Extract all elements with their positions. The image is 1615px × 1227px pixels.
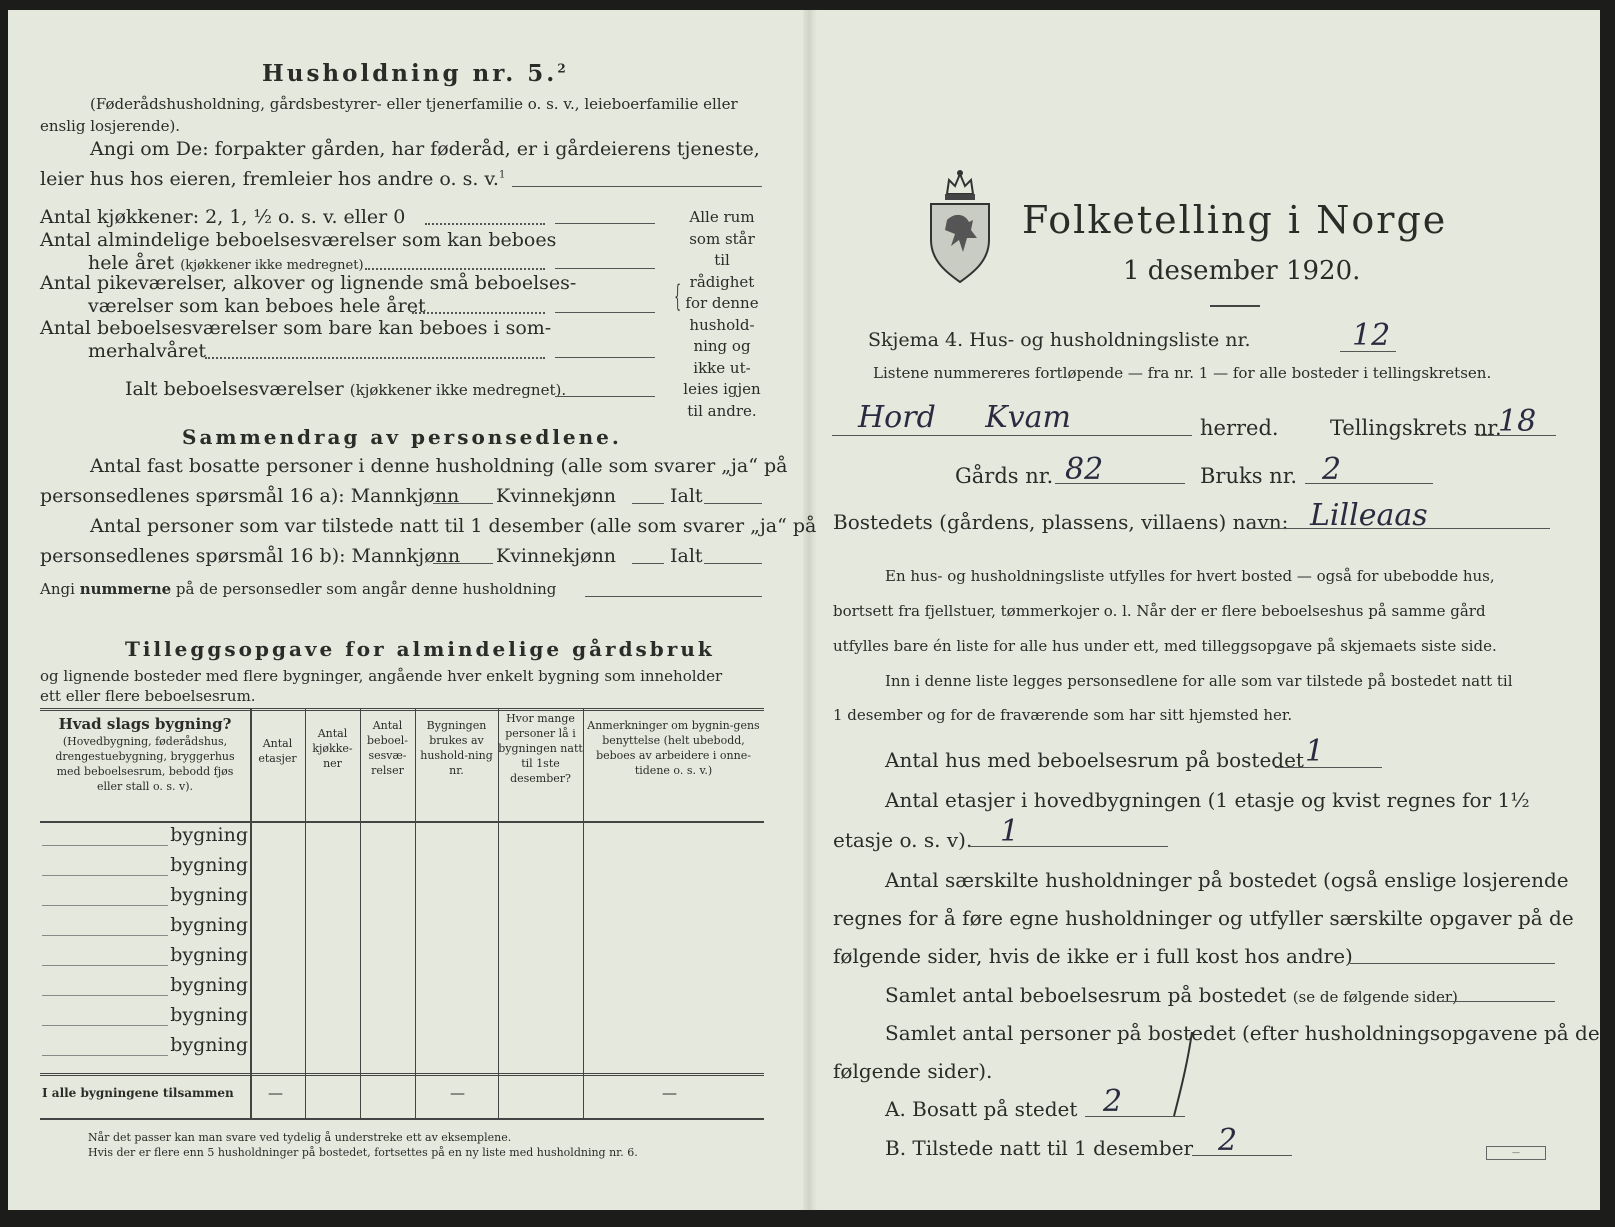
ialt-small: (kjøkkener ikke medregnet). [349,381,567,399]
table-row[interactable] [40,1004,248,1026]
skjema-nr-value[interactable]: 12 [1352,318,1391,353]
tilst-kvinne-line[interactable] [632,563,664,564]
table-bottom-rule [40,1118,764,1120]
household-title-text: Husholdning nr. 5. [262,60,558,87]
col-type-title: Hvad slags bygning? [58,715,232,733]
gards-label: Gårds nr. [955,464,1054,488]
fast-kvinne-line[interactable] [632,503,664,504]
nummerne-pre: Angi [40,580,75,598]
household-note-2: enslig losjerende). [40,117,181,135]
gards-value[interactable]: 82 [1065,452,1104,487]
tillegg-line-2: ett eller flere beboelsesrum. [40,687,256,705]
sommer-answer-line[interactable] [555,357,655,358]
form-date: 1 desember 1920. [1123,256,1361,286]
gards-line[interactable] [1055,483,1185,484]
alm-line-1: Antal almindelige beboelsesværelser som kan beboes [40,229,557,251]
pen-stroke-icon [1160,1030,1200,1120]
footnote-1: Når det passer kan man svare ved tydelig å understreke ett av eksemplene. [88,1131,512,1144]
side-note-line: hushold- [689,315,755,334]
pike-dots [412,312,545,314]
table-row[interactable] [40,854,248,876]
angi-line-2 [40,168,505,190]
nummerne-answer-line[interactable] [585,596,762,597]
herred-label: herred. [1200,416,1279,440]
etasjer-line-1: Antal etasjer i hovedbygningen (1 etasje og kvist regnes for 1½ [885,788,1530,812]
alm-line-2-text: hele året [88,252,175,274]
tilst-ialt-line[interactable] [704,563,762,564]
sommer-line-1: Antal beboelsesværelser som bare kan beboes i som- [40,317,552,339]
bostedets-value[interactable]: Lilleaas [1310,498,1428,533]
kjokken-dots [425,223,545,225]
total-dash: — [450,1084,465,1102]
etasjer-value[interactable]: 1 [1000,814,1020,849]
bosatt-label: A. Bosatt på stedet [885,1097,1078,1121]
kjokken-label: Antal kjøkkener: 2, 1, ½ o. s. v. eller 0 [40,206,406,228]
alm-dots [365,268,545,270]
row-label: bygning [170,944,248,966]
row-fill-line[interactable] [42,1025,168,1026]
row-fill-line[interactable] [42,935,168,936]
pike-answer-line[interactable] [555,312,655,313]
fast-ialt-label: Ialt [670,485,703,507]
col-etasjer-header: Antal etasjer [258,737,297,765]
row-fill-line[interactable] [42,875,168,876]
ialt-answer-line[interactable] [555,396,655,397]
saerskilte-line[interactable] [1350,963,1555,964]
para-4: Inn i denne liste legges personsedlene for alle som var tilstede på bostedet natt til [885,672,1513,690]
tilst-kvinne-label: Kvinnekjønn [496,545,617,567]
table-col-rule [250,708,252,1120]
row-label: bygning [170,824,248,846]
table-row[interactable] [40,974,248,996]
printer-stamp-text: — [1512,1148,1520,1157]
tilstede-label: B. Tilstede natt til 1 desember [885,1136,1194,1160]
samlet-rum-label [885,983,1458,1007]
angi-line-2-text: leier hus hos eieren, fremleier hos andre o. s. v. [40,168,499,190]
tilst-mann-line[interactable] [433,563,493,564]
title-rule [1210,305,1260,307]
row-fill-line[interactable] [42,845,168,846]
table-row[interactable] [40,1034,248,1056]
fast-mann-label: personsedlenes spørsmål 16 a): Mannkjønn [40,485,460,507]
antal-hus-label: Antal hus med beboelsesrum på bostedet [885,748,1304,772]
para-2: bortsett fra fjellstuer, tømmerkojer o. l. Når der er flere beboelseshus på samme gård [833,602,1486,620]
printer-stamp [1486,1146,1546,1160]
col-anmerkninger-header: Anmerkninger om bygnin-gens benyttelse (helt ubebodd, beboes av arbeidere i onne-tidene o. s. v.) [587,719,760,777]
bruks-line[interactable] [1305,483,1433,484]
para-1: En hus- og husholdningsliste utfylles for hvert bosted — også for ubebodde hus, [885,567,1495,585]
table-total-rule [40,1073,764,1076]
samlet-rum-small: (se de følgende sider) [1292,988,1458,1006]
herred-value[interactable]: Hord Kvam [858,400,1071,435]
row-label: bygning [170,1034,248,1056]
row-fill-line[interactable] [42,995,168,996]
angi-answer-line[interactable] [512,186,762,187]
table-row[interactable] [40,914,248,936]
alm-answer-line[interactable] [555,268,655,269]
tillegg-line-1: og lignende bosteder med flere bygninger, angående hver enkelt bygning som inneholder [40,667,723,685]
table-row[interactable] [40,884,248,906]
angi-line-1: Angi om De: forpakter gården, har føderåd, er i gårdeierens tjeneste, [90,138,760,160]
para-5: 1 desember og for de fraværende som har sitt hjemsted her. [833,706,1293,724]
fast-ialt-line[interactable] [704,503,762,504]
table-header-rule [40,821,764,823]
bosatt-value[interactable]: 2 [1103,1084,1123,1119]
table-top-rule [40,708,764,711]
buildings-table [40,708,764,1120]
skjema-nr-line[interactable] [1340,351,1396,352]
col-rum-header: Antal beboel-sesvæ-relser [367,719,408,777]
row-label: bygning [170,884,248,906]
col-type-header [40,714,250,794]
form-title: Folketelling i Norge [1022,198,1448,242]
kjokken-answer-line[interactable] [555,223,655,224]
page-fold [803,10,817,1210]
tilst-line-1: Antal personer som var tilstede natt til 1 desember (alle som svarer „ja“ på [90,515,817,537]
tilstede-value[interactable]: 2 [1218,1123,1238,1158]
side-note-line: ikke ut- [693,358,751,377]
row-fill-line[interactable] [42,965,168,966]
samlet-rum-line[interactable] [1437,1001,1555,1002]
row-label: bygning [170,854,248,876]
household-note-1: (Føderådshusholdning, gårdsbestyrer- eller tjenerfamilie o. s. v., leieboerfamilie eller [90,95,738,113]
total-dash: — [268,1084,283,1102]
alm-line-2 [88,252,364,274]
tilst-ialt-label: Ialt [670,545,703,567]
fast-kvinne-label: Kvinnekjønn [496,485,617,507]
summary-title: Sammendrag av personsedlene. [182,425,622,449]
samlet-rum-text: Samlet antal beboelsesrum på bostedet [885,983,1287,1007]
etasjer-line-2: etasje o. s. v). [833,828,973,852]
pike-line-2: værelser som kan beboes hele året [88,295,426,317]
fast-line-1: Antal fast bosatte personer i denne husholdning (alle som svarer „ja“ på [90,455,788,477]
para-3: utfylles bare én liste for alle hus under ett, med tilleggsopgave på skjemaets siste side. [833,637,1497,655]
table-row[interactable] [40,944,248,966]
fast-line-2 [40,485,459,507]
side-note-brace: { [674,279,681,314]
fast-mann-line[interactable] [433,503,493,504]
coat-of-arms-icon [925,168,995,286]
alm-line-2-small: (kjøkkener ikke medregnet) [180,258,364,273]
household-title [262,60,569,87]
col-husholdning-header: Bygningen brukes av hushold-ning nr. [420,719,493,777]
ialt-line [125,378,566,400]
ialt-text: Ialt beboelsesværelser [125,378,344,400]
antal-hus-value[interactable]: 1 [1305,734,1325,769]
saerskilte-line-3: følgende sider, hvis de ikke er i full kost hos andre) [833,944,1353,968]
samlet-pers-line-2: følgende sider). [833,1059,993,1083]
tillegg-title: Tilleggsopgave for almindelige gårdsbruk [125,637,715,661]
side-note [682,207,762,422]
table-row[interactable] [40,824,248,846]
bostedets-label: Bostedets (gårdens, plassens, villaens) navn: [833,510,1289,534]
tellingskrets-value[interactable]: 18 [1498,404,1537,439]
row-label: bygning [170,1004,248,1026]
herred-line[interactable] [832,435,1192,436]
tellingskrets-line[interactable] [1476,435,1556,436]
samlet-pers-line-1: Samlet antal personer på bostedet (efter husholdningsopgavene på de [885,1021,1600,1045]
tilst-line-2 [40,545,460,567]
col-kjokkener-header: Antal kjøkke-ner [312,727,353,770]
side-note-line: ning og [693,337,751,355]
col-personer-header: Hvor mange personer lå i bygningen natt til 1ste desember? [498,712,583,785]
etasjer-line[interactable] [968,846,1168,847]
listene-note: Listene nummereres fortløpende — fra nr. 1 — for alle bosteder i tellingskretsen. [873,364,1492,382]
total-row-label: I alle bygningene tilsammen [42,1086,234,1100]
tilstede-line[interactable] [1192,1155,1292,1156]
side-note-line: Alle rum [689,208,755,226]
skjema-label: Skjema 4. Hus- og husholdningsliste nr. [868,329,1251,351]
side-note-line: som står til [689,229,755,269]
row-label: bygning [170,974,248,996]
nummerne-post: på de personsedler som angår denne husholdning [175,580,557,598]
side-note-line: for denne [685,294,759,312]
tellingskrets-label: Tellingskrets nr. [1330,416,1502,440]
row-fill-line[interactable] [42,1055,168,1056]
footnote-2: Hvis der er flere enn 5 husholdninger på bostedet, fortsettes på en ny liste med husholdning nr. 6. [88,1146,638,1159]
side-note-line: rådighet [689,272,755,291]
antal-hus-line[interactable] [1275,767,1382,768]
saerskilte-line-1: Antal særskilte husholdninger på bostedet (også enslige losjerende [885,868,1569,892]
nummerne-bold: nummerne [79,580,172,598]
household-title-sup: 2 [557,61,569,76]
bruks-value[interactable]: 2 [1322,452,1342,487]
nummerne-line [40,580,556,598]
bruks-label: Bruks nr. [1200,464,1298,488]
sommer-dots [205,357,545,359]
saerskilte-line-2: regnes for å føre egne husholdninger og utfyller særskilte opgaver på de [833,906,1574,930]
angi-sup: 1 [498,169,506,181]
side-note-line: leies igjen [683,380,761,398]
total-dash: — [662,1084,677,1102]
pike-line-1: Antal pikeværelser, alkover og lignende små beboelses- [40,272,577,294]
col-type-sub: (Hovedbygning, føderådshus, drengestuebygning, bryggerhus med beboelsesrum, bebodd fjøs eller stall o. s. v). [55,735,235,793]
row-fill-line[interactable] [42,905,168,906]
sommer-line-2: merhalvåret [88,340,207,362]
bostedets-line[interactable] [1250,528,1550,529]
row-label: bygning [170,914,248,936]
tilst-mann-label: personsedlenes spørsmål 16 b): Mannkjønn [40,545,461,567]
side-note-line: til andre. [687,401,757,420]
